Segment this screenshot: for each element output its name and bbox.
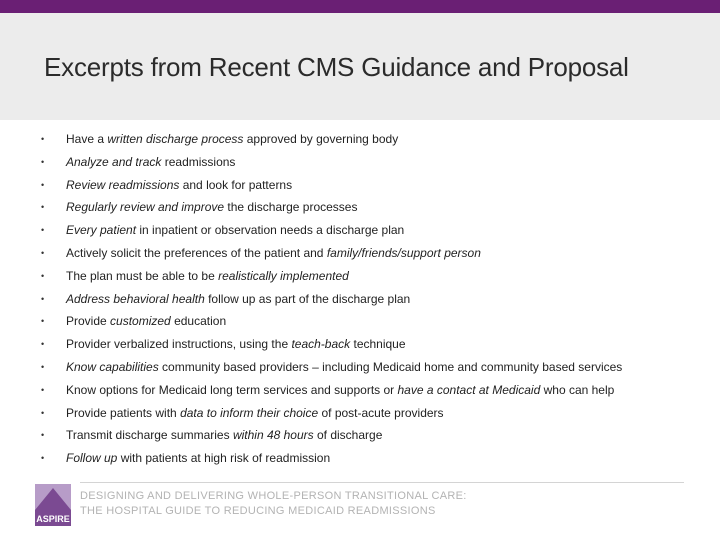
bullet-text <box>66 219 404 242</box>
logo-wordmark: ASPIRE <box>36 514 70 524</box>
bullet-segment: of post-acute providers <box>318 405 444 420</box>
bullet-emphasis: Follow up <box>66 451 118 466</box>
bullet-marker: • <box>41 453 45 464</box>
bullet-segment: in inpatient or observation needs a discharge plan <box>136 223 405 238</box>
bullet-marker: • <box>41 339 45 350</box>
bullet-text <box>66 379 614 402</box>
bullet-text <box>66 447 330 470</box>
bullet-segment: follow up as part of the discharge plan <box>204 291 411 306</box>
bullet-text <box>66 356 622 379</box>
slide-title: Excerpts from Recent CMS Guidance and Proposal <box>44 52 629 82</box>
bullet-text <box>66 174 292 197</box>
bullet-marker: • <box>41 202 45 213</box>
bullet-emphasis: teach-back <box>291 337 351 352</box>
bullet-text <box>66 151 235 174</box>
bullet-text <box>66 242 481 265</box>
bullet-emphasis: written discharge process <box>107 132 244 146</box>
bullet-segment: who can help <box>540 382 615 397</box>
bullet-segment: Have a <box>66 132 108 146</box>
bullet-segment: education <box>170 314 227 329</box>
bullet-emphasis: family/friends/support person <box>326 245 481 260</box>
bullet-text <box>66 424 382 447</box>
bullet-text <box>66 265 349 288</box>
bullet-marker: • <box>41 407 45 418</box>
bullet-marker: • <box>41 293 45 304</box>
bullet-segment: readmissions <box>161 154 236 169</box>
bullet-emphasis: realistically implemented <box>218 268 349 283</box>
bullet-emphasis: within 48 hours <box>232 428 314 443</box>
bullet-emphasis: Every patient <box>66 223 137 238</box>
bullet-emphasis: customized <box>110 314 171 329</box>
bullet-marker: • <box>41 179 45 190</box>
bullet-emphasis: Know capabilities <box>66 359 159 374</box>
bullet-marker: • <box>41 430 45 441</box>
aspire-logo-icon <box>35 484 71 526</box>
bullet-emphasis: Address behavioral health <box>66 291 205 306</box>
bullet-segment: Provide patients with <box>66 405 181 420</box>
bullet-segment: the discharge processes <box>224 200 358 215</box>
bullet-text <box>66 402 444 425</box>
bullet-text <box>66 333 406 356</box>
bullet-segment: approved by governing body <box>243 132 399 146</box>
bullet-text <box>66 196 357 219</box>
bullet-text <box>66 310 226 333</box>
bullet-segment: Actively solicit the preferences of the patient and <box>66 245 327 260</box>
bullet-text <box>66 128 398 151</box>
bullet-text <box>66 288 410 311</box>
bullet-segment: and look for patterns <box>179 177 293 192</box>
bullet-emphasis: data to inform their choice <box>180 405 319 420</box>
bullet-segment: Provider verbalized instructions, using the <box>66 337 292 352</box>
bullet-segment: Transmit discharge summaries <box>66 428 233 443</box>
footer-divider <box>80 482 684 483</box>
bullet-segment: The plan must be able to be <box>66 268 219 283</box>
footer-caption-line-1: DESIGNING AND DELIVERING WHOLE-PERSON TRANSITIONAL CARE: <box>80 490 467 502</box>
bullet-marker: • <box>41 225 45 236</box>
bullet-marker: • <box>41 316 45 327</box>
bullet-emphasis: Review readmissions <box>66 177 180 192</box>
top-accent-bar <box>0 0 720 13</box>
bullet-marker: • <box>41 361 45 372</box>
bullet-segment: technique <box>350 337 406 352</box>
footer-caption-line-2: THE HOSPITAL GUIDE TO REDUCING MEDICAID READMISSIONS <box>80 505 436 517</box>
bullet-marker: • <box>41 134 45 144</box>
bullet-segment: community based providers – including Medicaid home and community based services <box>158 359 623 374</box>
bullet-segment: Provide <box>66 314 111 329</box>
bullet-emphasis: Analyze and track <box>66 154 162 169</box>
bullet-segment: of discharge <box>313 428 383 443</box>
bullet-emphasis: Regularly review and improve <box>66 200 225 215</box>
footer-caption <box>80 489 467 519</box>
bullet-segment: with patients at high risk of readmission <box>117 451 331 466</box>
bullet-emphasis: have a contact at Medicaid <box>397 382 541 397</box>
bullet-segment: Know options for Medicaid long term services and supports or <box>66 382 398 397</box>
bullet-marker: • <box>41 270 45 281</box>
bullet-marker: • <box>41 156 45 167</box>
bullet-marker: • <box>41 247 45 258</box>
bullet-marker: • <box>41 384 45 395</box>
